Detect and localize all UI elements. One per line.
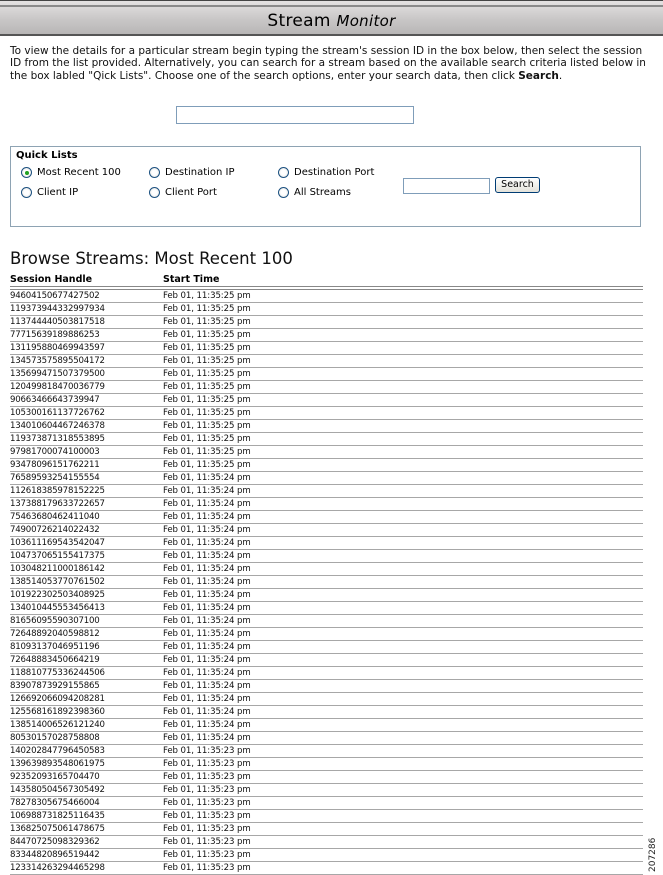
title-bar-band	[0, 5, 663, 7]
radio-label: Destination Port	[294, 167, 375, 178]
session-handle-cell[interactable]: 76589593254155554	[10, 473, 100, 483]
table-row[interactable]	[10, 342, 643, 355]
start-time-cell: Feb 01, 11:35:23 pm	[163, 837, 251, 847]
instructions-end: .	[558, 69, 563, 82]
streams-table	[10, 273, 643, 875]
table-row[interactable]	[10, 732, 643, 745]
session-handle-cell[interactable]: 83344820896519442	[10, 850, 100, 860]
table-row[interactable]	[10, 771, 643, 784]
start-time-cell: Feb 01, 11:35:24 pm	[163, 486, 251, 496]
radio-label: Most Recent 100	[37, 167, 121, 178]
start-time-cell: Feb 01, 11:35:24 pm	[163, 681, 251, 691]
table-header	[10, 273, 643, 287]
title-bar	[0, 0, 663, 36]
session-handle-cell[interactable]: 77715639189886253	[10, 330, 100, 340]
start-time-cell: Feb 01, 11:35:24 pm	[163, 668, 251, 678]
radio-destination-port[interactable]	[278, 167, 374, 178]
table-row[interactable]	[10, 433, 643, 446]
start-time-cell: Feb 01, 11:35:25 pm	[163, 317, 251, 327]
session-handle-cell[interactable]: 119373944332997934	[10, 304, 105, 314]
table-row[interactable]	[10, 680, 643, 693]
start-time-cell: Feb 01, 11:35:25 pm	[163, 434, 251, 444]
radio-label: Client IP	[37, 187, 79, 198]
table-row[interactable]	[10, 615, 643, 628]
session-id-search-input[interactable]	[176, 106, 414, 124]
table-row[interactable]	[10, 420, 643, 433]
table-row[interactable]	[10, 381, 643, 394]
session-handle-cell[interactable]: 123314263294465298	[10, 863, 105, 873]
table-row[interactable]	[10, 641, 643, 654]
session-handle-cell[interactable]: 104737065155417375	[10, 551, 105, 561]
table-row[interactable]	[10, 537, 643, 550]
table-row[interactable]	[10, 511, 643, 524]
session-handle-cell[interactable]: 135699471507379500	[10, 369, 105, 379]
quick-lists-panel	[10, 146, 641, 227]
start-time-cell: Feb 01, 11:35:25 pm	[163, 421, 251, 431]
table-row[interactable]	[10, 329, 643, 342]
radio-destination-ip[interactable]	[149, 167, 235, 178]
session-handle-cell[interactable]: 103048211000186142	[10, 564, 105, 574]
radio-label: Destination IP	[165, 167, 235, 178]
table-row[interactable]	[10, 667, 643, 680]
table-row[interactable]	[10, 459, 643, 472]
instructions-body: To view the details for a particular stream begin typing the stream's session ID in the box below, then select the session ID from the list provided. Alternatively, you can search for a stream based on the available search criteria listed below in the box labled "Qick Lists". Choose one of the search options, enter your search data, then click	[10, 45, 646, 82]
table-row[interactable]	[10, 303, 643, 316]
table-row[interactable]	[10, 719, 643, 732]
session-handle-cell[interactable]: 113744440503817518	[10, 317, 105, 327]
table-row[interactable]	[10, 498, 643, 511]
start-time-cell: Feb 01, 11:35:25 pm	[163, 356, 251, 366]
session-handle-cell[interactable]: 139639893548061975	[10, 759, 105, 769]
start-time-cell: Feb 01, 11:35:25 pm	[163, 343, 251, 353]
radio-icon[interactable]	[149, 167, 160, 178]
session-handle-cell[interactable]: 138514053770761502	[10, 577, 105, 587]
start-time-cell: Feb 01, 11:35:23 pm	[163, 759, 251, 769]
instructions-bold-search: Search	[518, 69, 559, 82]
session-handle-cell[interactable]: 137388179633722657	[10, 499, 105, 509]
start-time-cell: Feb 01, 11:35:25 pm	[163, 408, 251, 418]
start-time-cell: Feb 01, 11:35:24 pm	[163, 512, 251, 522]
table-row[interactable]	[10, 550, 643, 563]
figure-id: 207286	[648, 837, 658, 872]
start-time-cell: Feb 01, 11:35:25 pm	[163, 460, 251, 470]
radio-all-streams[interactable]	[278, 187, 351, 198]
browse-streams-heading: Browse Streams: Most Recent 100	[10, 249, 293, 268]
session-handle-cell[interactable]: 125568161892398360	[10, 707, 105, 717]
session-handle-cell[interactable]: 118810775336244506	[10, 668, 105, 678]
session-handle-cell[interactable]: 81093137046951196	[10, 642, 100, 652]
start-time-cell: Feb 01, 11:35:25 pm	[163, 447, 251, 457]
table-row[interactable]	[10, 563, 643, 576]
session-handle-cell[interactable]: 119373871318553895	[10, 434, 105, 444]
session-handle-cell[interactable]: 94604150677427502	[10, 291, 100, 301]
session-handle-cell[interactable]: 83907873929155865	[10, 681, 100, 691]
radio-icon[interactable]	[21, 187, 32, 198]
session-handle-cell[interactable]: 72648892040598812	[10, 629, 100, 639]
session-handle-cell[interactable]: 72648883450664219	[10, 655, 100, 665]
session-handle-cell[interactable]: 92352093165704470	[10, 772, 100, 782]
table-body	[10, 290, 643, 875]
session-handle-cell[interactable]: 134010604467246378	[10, 421, 105, 431]
start-time-cell: Feb 01, 11:35:24 pm	[163, 642, 251, 652]
table-row[interactable]	[10, 472, 643, 485]
table-row[interactable]	[10, 823, 643, 836]
column-header-start-time[interactable]: Start Time	[163, 274, 220, 285]
radio-selected-icon[interactable]	[21, 167, 32, 178]
start-time-cell: Feb 01, 11:35:23 pm	[163, 785, 251, 795]
table-row[interactable]	[10, 706, 643, 719]
table-row[interactable]	[10, 446, 643, 459]
table-row[interactable]	[10, 576, 643, 589]
session-handle-cell[interactable]: 80530157028758808	[10, 733, 100, 743]
start-time-cell: Feb 01, 11:35:24 pm	[163, 720, 251, 730]
session-handle-cell[interactable]: 112618385978152225	[10, 486, 105, 496]
column-header-session-handle[interactable]: Session Handle	[10, 274, 93, 285]
table-row[interactable]	[10, 290, 643, 303]
session-handle-cell[interactable]: 105300161137726762	[10, 408, 105, 418]
start-time-cell: Feb 01, 11:35:24 pm	[163, 655, 251, 665]
session-handle-cell[interactable]: 74900726214022432	[10, 525, 100, 535]
session-handle-cell[interactable]: 106988731825116435	[10, 811, 105, 821]
start-time-cell: Feb 01, 11:35:23 pm	[163, 772, 251, 782]
session-handle-cell[interactable]: 93478096151762211	[10, 460, 100, 470]
start-time-cell: Feb 01, 11:35:24 pm	[163, 577, 251, 587]
table-row[interactable]	[10, 849, 643, 862]
instructions-text	[10, 45, 650, 82]
radio-label: All Streams	[294, 187, 351, 198]
search-button[interactable]: Search	[495, 177, 540, 193]
radio-icon[interactable]	[278, 187, 289, 198]
start-time-cell: Feb 01, 11:35:24 pm	[163, 629, 251, 639]
session-handle-cell[interactable]: 81656095590307100	[10, 616, 100, 626]
start-time-cell: Feb 01, 11:35:24 pm	[163, 473, 251, 483]
start-time-cell: Feb 01, 11:35:25 pm	[163, 291, 251, 301]
start-time-cell: Feb 01, 11:35:25 pm	[163, 382, 251, 392]
table-row[interactable]	[10, 693, 643, 706]
session-handle-cell[interactable]: 120499818470036779	[10, 382, 105, 392]
table-row[interactable]	[10, 784, 643, 797]
radio-icon[interactable]	[278, 167, 289, 178]
session-handle-cell[interactable]: 78278305675466004	[10, 798, 100, 808]
start-time-cell: Feb 01, 11:35:25 pm	[163, 369, 251, 379]
table-row[interactable]	[10, 654, 643, 667]
table-row[interactable]	[10, 394, 643, 407]
start-time-cell: Feb 01, 11:35:23 pm	[163, 798, 251, 808]
table-row[interactable]	[10, 797, 643, 810]
start-time-cell: Feb 01, 11:35:24 pm	[163, 707, 251, 717]
table-row[interactable]	[10, 407, 643, 420]
table-row[interactable]	[10, 316, 643, 329]
start-time-cell: Feb 01, 11:35:24 pm	[163, 616, 251, 626]
session-handle-cell[interactable]: 134573575895504172	[10, 356, 105, 366]
start-time-cell: Feb 01, 11:35:24 pm	[163, 694, 251, 704]
start-time-cell: Feb 01, 11:35:23 pm	[163, 850, 251, 860]
table-row[interactable]	[10, 862, 643, 875]
session-handle-cell[interactable]: 134010445553456413	[10, 603, 105, 613]
table-row[interactable]	[10, 589, 643, 602]
start-time-cell: Feb 01, 11:35:23 pm	[163, 863, 251, 873]
session-handle-cell[interactable]: 140202847796450583	[10, 746, 105, 756]
session-handle-cell[interactable]: 97981700074100003	[10, 447, 100, 457]
start-time-cell: Feb 01, 11:35:24 pm	[163, 603, 251, 613]
session-handle-cell[interactable]: 126692066094208281	[10, 694, 105, 704]
session-handle-cell[interactable]: 75463680462411040	[10, 512, 100, 522]
page-title	[0, 11, 663, 31]
start-time-cell: Feb 01, 11:35:24 pm	[163, 564, 251, 574]
start-time-cell: Feb 01, 11:35:24 pm	[163, 538, 251, 548]
table-row[interactable]	[10, 758, 643, 771]
table-row[interactable]	[10, 355, 643, 368]
start-time-cell: Feb 01, 11:35:24 pm	[163, 525, 251, 535]
table-row[interactable]	[10, 602, 643, 615]
start-time-cell: Feb 01, 11:35:23 pm	[163, 811, 251, 821]
page-title-word1: Stream	[267, 11, 331, 31]
session-handle-cell[interactable]: 103611169543542047	[10, 538, 105, 548]
session-handle-cell[interactable]: 143580504567305492	[10, 785, 105, 795]
start-time-cell: Feb 01, 11:35:24 pm	[163, 499, 251, 509]
start-time-cell: Feb 01, 11:35:25 pm	[163, 395, 251, 405]
session-handle-cell[interactable]: 138514006526121240	[10, 720, 105, 730]
table-row[interactable]	[10, 745, 643, 758]
start-time-cell: Feb 01, 11:35:24 pm	[163, 590, 251, 600]
session-handle-cell[interactable]: 136825075061478675	[10, 824, 105, 834]
quick-lists-legend: Quick Lists	[16, 150, 78, 161]
quick-list-search-input[interactable]	[403, 178, 490, 194]
session-handle-cell[interactable]: 101922302503408925	[10, 590, 105, 600]
radio-label: Client Port	[165, 187, 217, 198]
start-time-cell: Feb 01, 11:35:24 pm	[163, 551, 251, 561]
radio-client-port[interactable]	[149, 187, 217, 198]
start-time-cell: Feb 01, 11:35:23 pm	[163, 746, 251, 756]
radio-icon[interactable]	[149, 187, 160, 198]
table-row[interactable]	[10, 368, 643, 381]
radio-client-ip[interactable]	[21, 187, 78, 198]
table-row[interactable]	[10, 485, 643, 498]
session-handle-cell[interactable]: 84470725098329362	[10, 837, 100, 847]
table-row[interactable]	[10, 524, 643, 537]
radio-most-recent-100[interactable]	[21, 167, 121, 178]
start-time-cell: Feb 01, 11:35:25 pm	[163, 304, 251, 314]
session-handle-cell[interactable]: 131195880469943597	[10, 343, 105, 353]
start-time-cell: Feb 01, 11:35:25 pm	[163, 330, 251, 340]
table-row[interactable]	[10, 810, 643, 823]
start-time-cell: Feb 01, 11:35:24 pm	[163, 733, 251, 743]
table-row[interactable]	[10, 836, 643, 849]
table-row[interactable]	[10, 628, 643, 641]
session-handle-cell[interactable]: 90663466643739947	[10, 395, 100, 405]
start-time-cell: Feb 01, 11:35:23 pm	[163, 824, 251, 834]
page-title-word2: Monitor	[336, 12, 396, 30]
